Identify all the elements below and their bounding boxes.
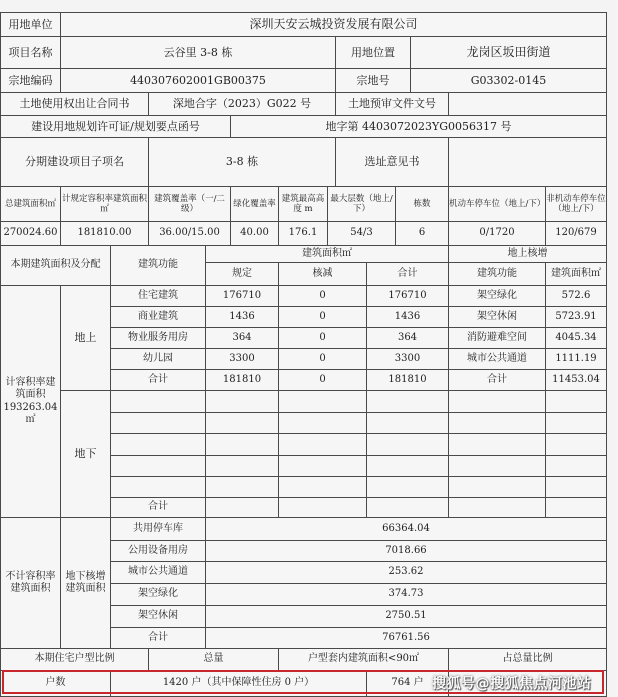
metric-value: 270024.60	[0, 221, 61, 246]
subproject-label: 分期建设项目子项名	[0, 137, 149, 187]
metric-header: 绿化覆盖率	[230, 186, 279, 222]
below-cell	[545, 433, 607, 456]
parcel-code-label: 宗地编码	[0, 68, 61, 93]
below-cell	[205, 455, 279, 477]
deducted-area: 0	[278, 285, 367, 307]
total-area: 1436	[366, 306, 449, 328]
metric-value: 176.1	[278, 221, 328, 246]
non-fa-function: 城市公共通道	[110, 561, 206, 584]
below-cell	[366, 455, 449, 477]
below-function	[110, 412, 206, 434]
non-fa-function: 公用设备用房	[110, 540, 206, 562]
ratio-share-header: 占总量比例	[448, 648, 607, 671]
above-function: 合计	[110, 369, 206, 391]
metric-header: 最大层数（地上/下）	[327, 186, 396, 222]
below-cell	[205, 390, 279, 413]
increase-function: 架空绿化	[448, 285, 546, 307]
metric-value: 0/1720	[448, 221, 546, 246]
planned-area: 364	[205, 327, 279, 349]
total-area: 181810	[366, 369, 449, 391]
above-function: 住宅建筑	[110, 285, 206, 307]
watermark: 搜狐号@搜狐焦点河池站	[432, 676, 592, 692]
below-function: 合计	[110, 497, 206, 518]
unit-ratio-label: 本期住宅户型比例	[0, 648, 149, 671]
parcel-code-value: 440307602001GB00375	[60, 68, 336, 93]
below-cell	[366, 497, 449, 518]
deducted-area: 0	[278, 369, 367, 391]
ratio-small-header: 户型套内建筑面积<90㎡	[278, 648, 449, 671]
below-cell	[448, 455, 546, 477]
parcel-no-value: G03302-0145	[410, 68, 607, 93]
increase-function: 消防避难空间	[448, 327, 546, 349]
metric-value: 36.00/15.00	[148, 221, 231, 246]
non-fa-area: 374.73	[205, 583, 607, 606]
above-function: 幼儿园	[110, 348, 206, 370]
below-cell	[278, 455, 367, 477]
non-fa-label: 不计容积率建筑面积	[0, 517, 61, 649]
below-cell	[278, 433, 367, 456]
below-function	[110, 476, 206, 498]
siting-value	[448, 137, 607, 187]
below-function	[110, 433, 206, 456]
planned-area: 181810	[205, 369, 279, 391]
metric-header: 建筑覆盖率（一/二级）	[148, 186, 231, 222]
below-cell	[545, 497, 607, 518]
planned-header: 规定	[205, 262, 279, 286]
total-header: 合计	[366, 262, 449, 286]
increase-function-header: 建筑功能	[448, 262, 546, 286]
increase-area: 572.6	[545, 285, 607, 307]
non-fa-area: 76761.56	[205, 627, 607, 649]
non-fa-function: 共用停车库	[110, 517, 206, 541]
subproject-value: 3-8 栋	[148, 137, 336, 187]
above-function: 商业建筑	[110, 306, 206, 328]
unit-label: 用地单位	[0, 12, 61, 37]
metric-header: 机动车停车位（地上/下）	[448, 186, 546, 222]
non-fa-function: 合计	[110, 627, 206, 649]
households-total: 1420 户（其中保障性住房 0 户）	[110, 670, 367, 697]
metric-value: 54/3	[327, 221, 396, 246]
below-cell	[448, 476, 546, 498]
below-cell	[545, 390, 607, 413]
permit-label: 建设用地规划许可证/规划要点函号	[0, 115, 231, 138]
below-cell	[278, 412, 367, 434]
total-area: 364	[366, 327, 449, 349]
above-increase-header: 地上核增	[448, 245, 607, 263]
below-cell	[366, 412, 449, 434]
presurvey-label: 土地预审文件文号	[335, 92, 449, 116]
metric-header: 栋数	[395, 186, 449, 222]
fa-label: 计容积率建筑面积 193263.04㎡	[0, 285, 61, 518]
project-name-label: 项目名称	[0, 36, 61, 69]
metric-value: 120/679	[545, 221, 607, 246]
increase-function: 架空休闲	[448, 306, 546, 328]
permit-value: 地字第 4403072023YG0056317 号	[230, 115, 607, 138]
below-cell	[205, 412, 279, 434]
total-area: 3300	[366, 348, 449, 370]
increase-area-header: 建筑面积㎡	[545, 262, 607, 286]
increase-function: 合计	[448, 369, 546, 391]
non-fa-area: 2750.51	[205, 605, 607, 628]
metric-value: 6	[395, 221, 449, 246]
below-cell	[545, 412, 607, 434]
below-cell	[205, 433, 279, 456]
below-ground-label: 地下	[60, 390, 111, 518]
planned-area: 176710	[205, 285, 279, 307]
ratio-total-header: 总量	[148, 648, 279, 671]
above-function: 物业服务用房	[110, 327, 206, 349]
metric-header: 建筑最高高度 m	[278, 186, 328, 222]
location-value: 龙岗区坂田街道	[410, 36, 607, 69]
below-cell	[278, 390, 367, 413]
underground-increase-label: 地下核增建筑面积	[60, 517, 111, 649]
below-cell	[448, 390, 546, 413]
non-fa-function: 架空绿化	[110, 583, 206, 606]
increase-area: 4045.34	[545, 327, 607, 349]
function-header: 建筑功能	[110, 245, 206, 286]
below-cell	[545, 455, 607, 477]
below-cell	[448, 412, 546, 434]
below-cell	[278, 476, 367, 498]
below-function	[110, 390, 206, 413]
non-fa-area: 253.62	[205, 561, 607, 584]
deducted-area: 0	[278, 348, 367, 370]
households-small: 764 户	[366, 670, 449, 697]
total-area: 176710	[366, 285, 449, 307]
parcel-no-label: 宗地号	[335, 68, 411, 93]
increase-area: 1111.19	[545, 348, 607, 370]
metric-header: 总建筑面积㎡	[0, 186, 61, 222]
area-header: 建筑面积㎡	[205, 245, 449, 263]
planned-area: 3300	[205, 348, 279, 370]
siting-label: 选址意见书	[335, 137, 449, 187]
deducted-area: 0	[278, 306, 367, 328]
above-ground-label: 地上	[60, 285, 111, 391]
below-cell	[366, 390, 449, 413]
non-fa-function: 架空休闲	[110, 605, 206, 628]
below-cell	[448, 497, 546, 518]
non-fa-area: 66364.04	[205, 517, 607, 541]
increase-area: 11453.04	[545, 369, 607, 391]
below-cell	[205, 497, 279, 518]
contract-label: 土地使用权出让合同书	[0, 92, 149, 116]
below-function	[110, 455, 206, 477]
below-cell	[205, 476, 279, 498]
planned-area: 1436	[205, 306, 279, 328]
metric-value: 40.00	[230, 221, 279, 246]
metric-header: 非机动车停车位（地上/下）	[545, 186, 607, 222]
contract-value: 深地合字（2023）G022 号	[148, 92, 336, 116]
deducted-area: 0	[278, 327, 367, 349]
unit-value: 深圳天安云城投资发展有限公司	[60, 12, 607, 37]
presurvey-value	[448, 92, 607, 116]
increase-function: 城市公共通道	[448, 348, 546, 370]
below-cell	[278, 497, 367, 518]
project-name-value: 云谷里 3-8 栋	[60, 36, 336, 69]
increase-area: 5723.91	[545, 306, 607, 328]
below-cell	[545, 476, 607, 498]
deduction-header: 核减	[278, 262, 367, 286]
below-cell	[366, 433, 449, 456]
metric-header: 计规定容积率建筑面积㎡	[60, 186, 149, 222]
non-fa-area: 7018.66	[205, 540, 607, 562]
below-cell	[366, 476, 449, 498]
metric-value: 181810.00	[60, 221, 149, 246]
location-label: 用地位置	[335, 36, 411, 69]
allocation-title: 本期建筑面积及分配	[0, 245, 111, 286]
below-cell	[448, 433, 546, 456]
households-label: 户数	[0, 670, 111, 697]
